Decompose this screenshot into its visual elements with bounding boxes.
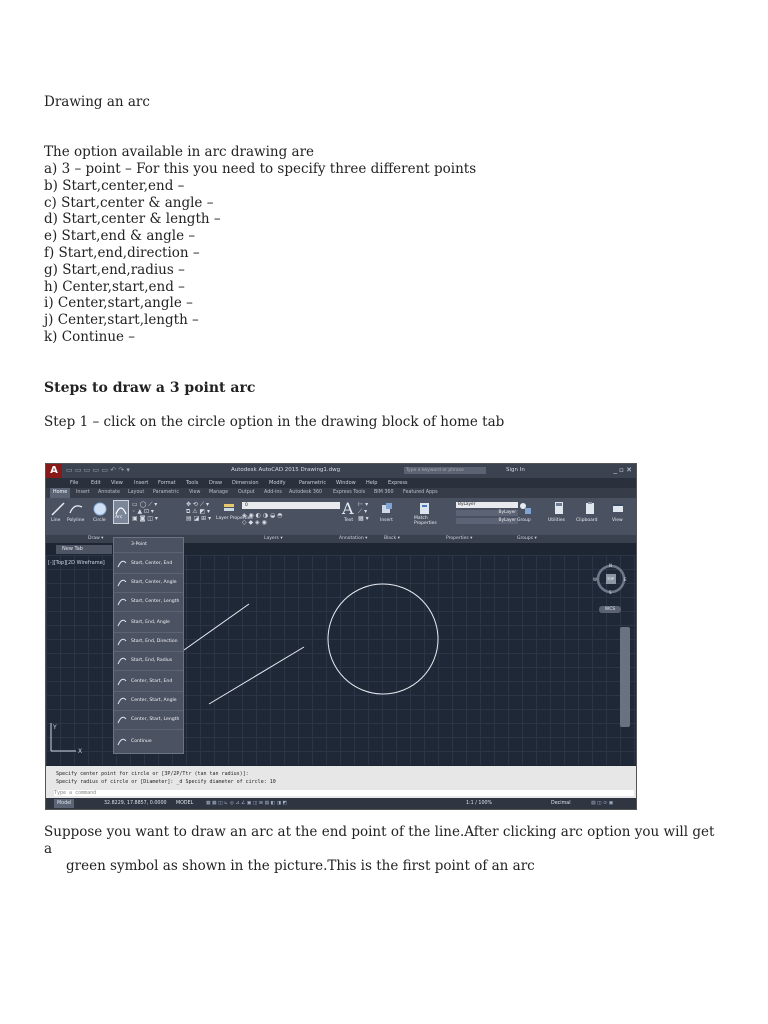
panel-groups[interactable]: Groups ▾ — [517, 536, 537, 541]
panel-layers[interactable]: Layers ▾ — [264, 536, 283, 541]
view-icon[interactable] — [611, 501, 625, 515]
tab-bim-360[interactable]: BIM 360 — [374, 490, 394, 495]
drawn-line-1 — [184, 604, 249, 650]
utilities-label[interactable]: Utilities — [548, 518, 565, 523]
suppose-line-2: green symbol as shown in the picture.This is the first point of an arc — [66, 858, 535, 874]
arc-option-start-center-end[interactable] — [114, 554, 183, 574]
menu-item[interactable]: File — [70, 480, 79, 486]
linetype-dropdown[interactable] — [456, 510, 518, 516]
group-icon[interactable] — [518, 501, 532, 515]
line-tool-label[interactable]: Line — [51, 518, 61, 523]
command-input[interactable]: Type a command — [54, 790, 634, 796]
line-icon[interactable] — [50, 501, 66, 517]
viewport-controls-label[interactable]: [-][Top][2D Wireframe] — [48, 560, 105, 566]
arc-button[interactable] — [113, 500, 129, 524]
menu-item[interactable]: Express — [388, 480, 408, 486]
autocad-logo-icon[interactable]: A — [46, 464, 62, 478]
arc-option-label: Center, Start, End — [131, 679, 173, 684]
list-item: a) 3 – point – For this you need to specify three different points — [44, 161, 477, 177]
tab-add-ins[interactable]: Add-ins — [264, 490, 282, 495]
match-properties-label[interactable]: Match Properties — [414, 516, 437, 526]
arc-option-label: Start, Center, End — [131, 561, 173, 566]
arc-option-center-start-end[interactable] — [114, 672, 183, 692]
viewcube-w: W — [593, 577, 597, 582]
layer-properties-icon[interactable] — [222, 501, 236, 515]
layer-dropdown[interactable] — [242, 502, 340, 509]
menu-item[interactable]: Draw — [209, 480, 223, 486]
clipboard-label[interactable]: Clipboard — [576, 518, 598, 523]
list-item: j) Center,start,length – — [44, 312, 199, 329]
arc-option-icon — [117, 577, 127, 587]
text-icon[interactable]: A — [342, 499, 354, 518]
intro-text: The option available in arc drawing are — [44, 144, 315, 160]
calculator-icon[interactable] — [552, 501, 566, 515]
arc-option-start-end-angle[interactable] — [114, 613, 183, 633]
coordinates-readout: 32.8229, 17.8857, 0.0000 — [104, 801, 167, 806]
window-controls[interactable]: _ ▫ ✕ — [613, 466, 632, 474]
step-1-text: Step 1 – click on the circle option in the drawing block of home tab — [44, 414, 505, 430]
arc-option-label: Continue — [131, 739, 152, 744]
arc-option-label: 3-Point — [131, 542, 147, 547]
insert-block-icon[interactable] — [380, 501, 394, 515]
menu-item[interactable]: View — [111, 480, 123, 486]
arc-option-label: Start, End, Direction — [131, 639, 178, 644]
color-dropdown[interactable] — [456, 502, 518, 508]
panel-annotation[interactable]: Annotation ▾ — [339, 536, 368, 541]
viewcube-top: TOP — [607, 577, 615, 581]
circle-icon[interactable] — [92, 501, 108, 517]
title-bar — [46, 464, 636, 478]
tab-view[interactable]: View — [189, 490, 201, 495]
layer-value: 0 — [245, 503, 248, 508]
list-item: b) Start,center,end – — [44, 177, 185, 194]
arc-option-label: Start, Center, Angle — [131, 580, 177, 585]
drawn-circle — [328, 584, 438, 694]
arc-option-start-end-radius[interactable] — [114, 651, 183, 671]
arc-option-start-center-length[interactable] — [114, 592, 183, 612]
arc-option-label: Start, Center, Length — [131, 599, 180, 604]
arc-dropdown-menu — [113, 537, 184, 754]
layer-tools[interactable]: ◈ ◉ ◐ ◑ ◒ ◓ ◇ ◆ ◈ ◉ — [242, 512, 283, 526]
menu-item[interactable]: Parametric — [299, 480, 327, 486]
list-item: g) Start,end,radius – — [44, 261, 185, 278]
ucs-x-label: X — [78, 748, 83, 755]
circle-tool-label[interactable]: Circle — [93, 518, 106, 523]
panel-properties[interactable]: Properties ▾ — [446, 536, 473, 541]
arc-option-icon — [117, 676, 127, 686]
arc-option-label: Start, End, Angle — [131, 620, 170, 625]
menu-item[interactable]: Modify — [269, 480, 286, 486]
tab-output[interactable]: Output — [238, 490, 255, 495]
arc-option-icon — [117, 736, 127, 746]
draw-small-tools[interactable]: ▭ ◯ ⟋ ▾ ◦ ▲ ⊡ ▾ ▣ ◙ ◫ ▾ — [132, 501, 158, 522]
tab-featured-apps[interactable]: Featured Apps — [403, 490, 438, 495]
arc-option-label: Center, Start, Length — [131, 717, 180, 722]
tab-layout[interactable]: Layout — [128, 490, 145, 495]
arc-option-center-start-angle[interactable] — [114, 691, 183, 711]
command-history-line-1: Specify center point for circle or [3P/2P/Ttr (tan tan radius)]: — [56, 771, 249, 777]
match-properties-icon[interactable] — [418, 501, 432, 515]
modify-tools[interactable]: ✥ ⟲ ⟋ ▾ ⧉ ⚠ ◩ ▾ ▤ ◪ ⊞ ▾ — [186, 501, 212, 522]
sign-in-button[interactable]: Sign In — [506, 467, 525, 473]
lineweight-dropdown[interactable] — [456, 518, 518, 524]
arc-option-icon — [117, 655, 127, 665]
arc-option-start-end-direction[interactable] — [114, 632, 183, 652]
doc-title: Drawing an arc — [44, 94, 150, 110]
tab-parametric[interactable]: Parametric — [153, 490, 179, 495]
panel-block[interactable]: Block ▾ — [384, 536, 400, 541]
autocad-screenshot — [45, 463, 637, 810]
tab-annotate[interactable]: Annotate — [98, 490, 120, 495]
ribbon — [46, 498, 636, 535]
tab-home[interactable]: Home — [50, 488, 70, 498]
viewcube-e: E — [624, 577, 627, 582]
quick-access-toolbar[interactable]: ▭ ▭ ▭ ▭ ▭ ↶ ↷ ▾ — [66, 466, 130, 474]
color-value: ByLayer — [458, 502, 476, 507]
search-input[interactable]: Type a keyword or phrase — [404, 467, 486, 474]
units-button[interactable]: Decimal — [551, 801, 571, 806]
status-toggles[interactable]: ▦ ▦ ◫ ⊾ ◎ ⊿ ∠ ▣ ◫ ⊞ ▤ ◧ ◨ ◩ — [206, 801, 288, 806]
viewcube-n: N — [609, 563, 612, 568]
status-extra-icons[interactable]: ▤ ◫ ⊙ ▣ — [591, 801, 614, 806]
tab-autodesk-360[interactable]: Autodesk 360 — [289, 490, 323, 495]
drawn-line-2 — [209, 647, 304, 704]
tab-express-tools[interactable]: Express Tools — [333, 490, 366, 495]
suppose-line-1: Suppose you want to draw an arc at the end point of the line.After clicking arc option you will get a — [44, 824, 715, 857]
navigation-bar[interactable] — [620, 627, 630, 727]
arc-option-3-point[interactable] — [114, 538, 183, 553]
group-tool-label[interactable]: Group — [517, 518, 531, 523]
model-tab[interactable]: Model — [54, 799, 74, 808]
menu-item[interactable]: Tools — [186, 480, 199, 486]
arc-option-icon — [117, 714, 127, 724]
menu-item[interactable]: Dimension — [232, 480, 259, 486]
arc-option-label: Start, End, Radius — [131, 658, 173, 663]
list-item: d) Start,center & length – — [44, 211, 221, 228]
status-bar — [46, 798, 636, 809]
list-item: i) Center,start,angle – — [44, 295, 193, 312]
layer-properties-label[interactable]: Layer Properties — [216, 516, 253, 521]
list-item: e) Start,end & angle – — [44, 228, 196, 245]
wcs-menu[interactable]: WCS — [599, 606, 621, 613]
arc-option-center-start-length[interactable] — [114, 710, 183, 730]
list-item: k) Continue – — [44, 328, 136, 345]
command-history-line-2: Specify radius of circle or [Diameter]: _d Specify diameter of circle: 10 — [56, 779, 276, 785]
ucs-y-label: Y — [53, 724, 57, 731]
insert-tool-label[interactable]: Insert — [380, 518, 393, 523]
arc-option-start-center-angle[interactable] — [114, 573, 183, 593]
text-tool-label[interactable]: Text — [344, 518, 354, 523]
menu-item[interactable]: Edit — [91, 480, 101, 486]
tab-manage[interactable]: Manage — [209, 490, 229, 495]
viewcube-s: S — [609, 590, 612, 595]
arc-option-icon — [117, 636, 127, 646]
lineweight-value: ByLayer — [498, 518, 516, 523]
view-label[interactable]: View — [612, 518, 623, 523]
arc-option-continue[interactable] — [114, 732, 183, 751]
arc-option-icon — [117, 617, 127, 627]
tab-insert[interactable]: Insert — [76, 490, 90, 495]
menu-item[interactable]: Help — [366, 480, 378, 486]
menu-bar — [46, 478, 636, 488]
list-item: f) Start,end,direction – — [44, 244, 200, 261]
linetype-value: ByLayer — [498, 510, 516, 515]
list-item: h) Center,start,end – — [44, 278, 185, 295]
file-tab-new[interactable]: New Tab — [56, 545, 112, 554]
menu-item[interactable]: Window — [336, 480, 356, 486]
window-title: Autodesk AutoCAD 2015 Drawing1.dwg — [231, 467, 341, 473]
arc-tool-label: Arc — [115, 515, 123, 520]
annotation-tools[interactable]: ⊢ ▾ ⟋ ▾ ▦ ▾ — [358, 501, 369, 522]
annotation-scale[interactable]: 1:1 / 100% — [466, 801, 493, 806]
panel-draw[interactable]: Draw ▾ — [88, 536, 104, 541]
menu-item[interactable]: Format — [158, 480, 176, 486]
arc-option-icon — [117, 558, 127, 568]
arc-icon — [114, 502, 128, 516]
arc-option-icon — [117, 596, 127, 606]
polyline-tool-label[interactable]: Polyline — [67, 518, 85, 523]
suppose-paragraph — [44, 824, 724, 875]
steps-heading: Steps to draw a 3 point arc — [44, 380, 256, 396]
model-space-button[interactable]: MODEL — [176, 801, 194, 806]
options-list — [44, 161, 476, 346]
arc-option-icon — [117, 695, 127, 705]
arc-option-label: Center, Start, Angle — [131, 698, 177, 703]
menu-item[interactable]: Insert — [134, 480, 149, 486]
command-line — [46, 766, 636, 798]
clipboard-icon[interactable] — [583, 501, 597, 515]
polyline-icon[interactable] — [68, 501, 84, 517]
ribbon-tabs — [46, 488, 636, 498]
list-item: c) Start,center & angle – — [44, 194, 214, 211]
